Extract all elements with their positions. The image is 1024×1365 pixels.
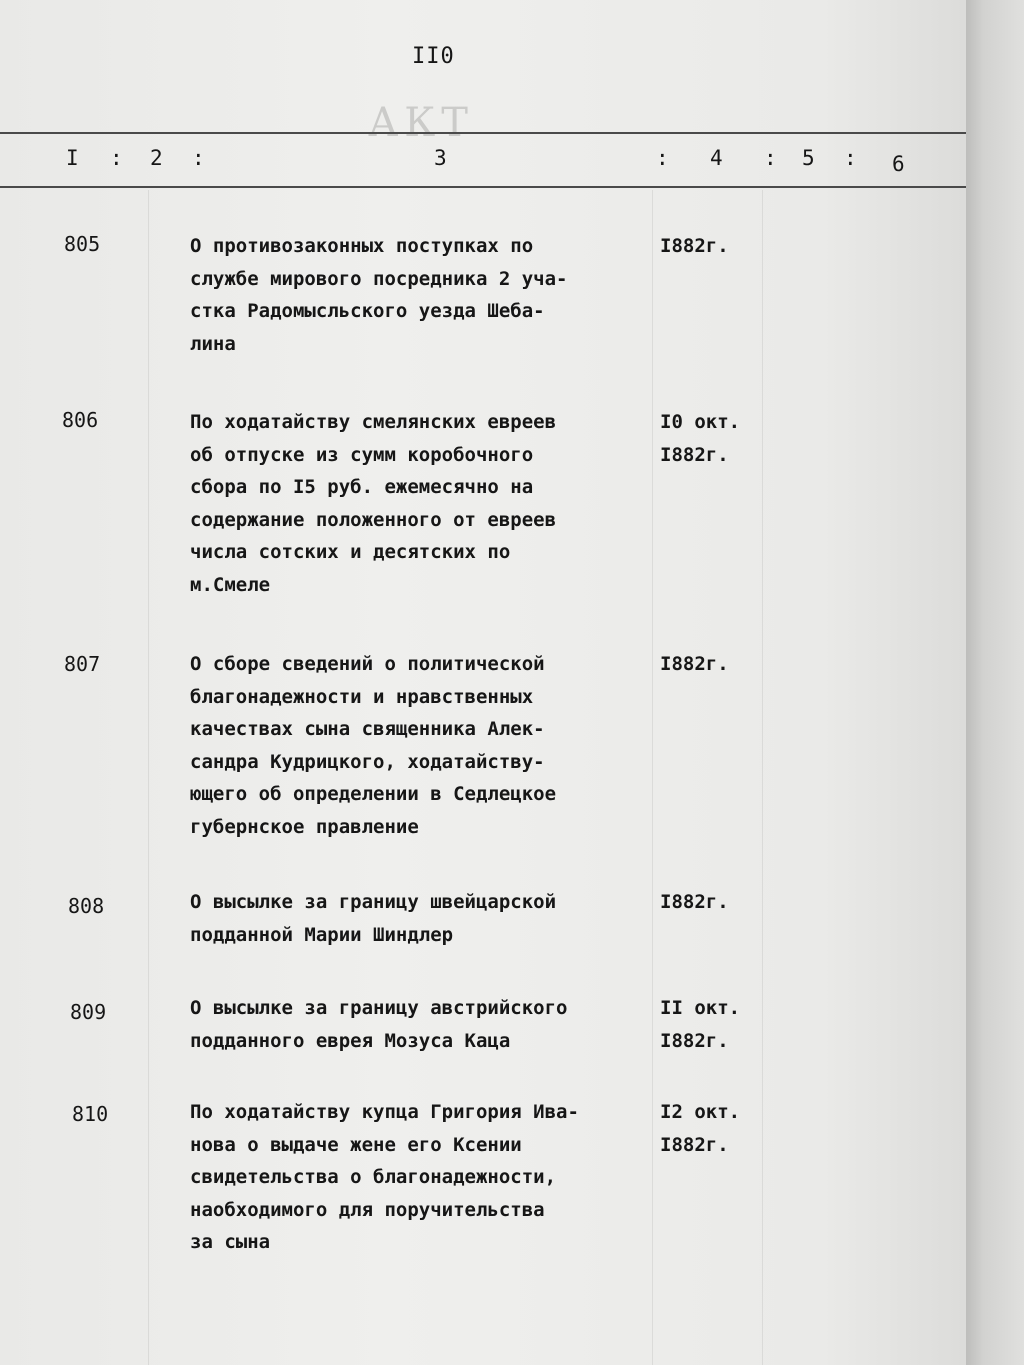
column-header-1: I	[66, 146, 79, 170]
entry-number: 806	[62, 408, 99, 432]
column-separator: :	[192, 146, 205, 170]
entry-description: О сборе сведений о политической благонадежности и нравственных качествах сына священника Алек- сандра Кудрицкого, ходатайству- ющего об определении в Седлецкое губернское правление	[190, 653, 557, 838]
entry-number: 808	[68, 894, 105, 918]
column-header-3: 3	[434, 146, 447, 170]
column-separator: :	[110, 146, 123, 170]
column-header-band	[0, 132, 966, 188]
entry-date: II окт. I882г.	[660, 997, 741, 1052]
bleed-through-rule	[652, 190, 653, 1365]
entry-number: 805	[64, 232, 101, 256]
entry-description: По ходатайству купца Григория Ива- нова о выдаче жене его Ксении свидетельства о благонадежности, наобходимого для поручительства за сына	[190, 1101, 579, 1253]
column-header-4: 4	[710, 146, 723, 170]
entry-description: По ходатайству смелянских евреев об отпуске из сумм коробочного сбора по I5 руб. ежемесячно на содержание положенного от евреев числа сотских и десятских по м.Смеле	[190, 411, 557, 596]
entry-date: I882г.	[660, 235, 729, 257]
entry-description: О высылке за границу швейцарской подданной Марии Шиндлер	[190, 891, 557, 946]
entry-description: О противозаконных поступках по службе мирового посредника 2 уча- стка Радомысльского уезда Шеба- лина	[190, 235, 568, 355]
entry-date: I882г.	[660, 653, 729, 675]
entry-number: 810	[72, 1102, 109, 1126]
bleed-through-rule	[762, 190, 763, 1365]
column-separator: :	[764, 146, 777, 170]
bleed-through-rule	[148, 190, 149, 1365]
entry-number: 807	[64, 652, 101, 676]
page-number: II0	[412, 44, 455, 69]
entry-date: I882г.	[660, 891, 729, 913]
column-header-2: 2	[150, 146, 163, 170]
column-header-5: 5	[802, 146, 815, 170]
column-separator: :	[844, 146, 857, 170]
entry-date: I2 окт. I882г.	[660, 1101, 741, 1156]
entry-number: 809	[70, 1000, 107, 1024]
entry-description: О высылке за границу австрийского подданного еврея Мозуса Каца	[190, 997, 568, 1052]
entry-date: I0 окт. I882г.	[660, 411, 741, 466]
bleed-through-title: АКТ	[368, 100, 474, 146]
page-edge-shadow	[966, 0, 1024, 1365]
column-separator: :	[656, 146, 669, 170]
column-header-6: 6	[892, 152, 905, 176]
